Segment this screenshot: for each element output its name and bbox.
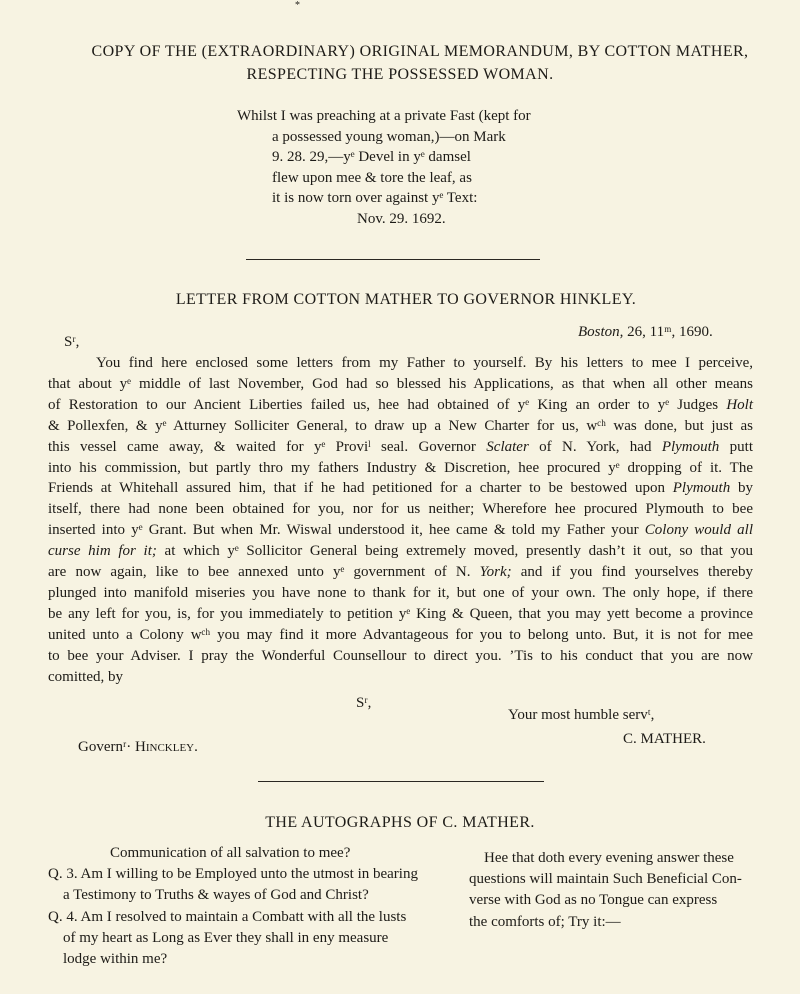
memo-line: Nov. 29. 1692. — [357, 210, 446, 227]
letter-body — [48, 353, 753, 688]
letter-line: You find here enclosed some letters from my Father to yourself. By his letters to mee I perceive, — [96, 355, 753, 371]
autographs-left-column — [48, 843, 458, 970]
autograph-line: a Testimony to Truths & wayes of God and Christ? — [63, 887, 369, 904]
italic-name: Holt — [726, 396, 754, 413]
signature: C. MATHER. — [623, 731, 706, 747]
autograph-line: lodge within me? — [63, 951, 168, 968]
letter-line: Friends at Whitehall assured him, that if he had petitioned for a charter to be bestowed upon Plymouth by — [48, 480, 754, 497]
memo-line: a possessed young woman,)—on Mark — [272, 128, 506, 145]
autograph-line: Communication of all salvation to mee? — [110, 845, 351, 861]
letter-line: that about yᵉ middle of last November, God had so blessed his Applications, as that when all other means — [48, 375, 753, 392]
closing-line: Your most humble servᵗ, — [508, 707, 655, 723]
letter-line: inserted into yᵉ Grant. But when Mr. Wiswal understood it, hee came & told my Father your Colony would all — [48, 522, 753, 539]
letter-line: & Pollexfen, & yᵉ Atturney Solliciter General, to draw up a New Charter for us, wᶜʰ was done, but just as — [48, 417, 753, 434]
memorandum-title-line-2: RESPECTING THE POSSESSED WOMAN. — [246, 66, 554, 83]
letter-line: plunged into manifold miseries you have none to thank for it, but one of your own. The only hope, if there — [48, 584, 753, 601]
closing-sir: Sʳ, — [356, 695, 372, 711]
autograph-line: of my heart as Long as Ever they shall in eny measure — [63, 929, 389, 946]
letter-line: comitted, by — [48, 668, 123, 685]
autograph-line: Q. 4. Am I resolved to maintain a Combatt with all the lusts — [48, 908, 407, 925]
letter-line: of Restoration to our Ancient Liberties failed us, hee had obtained of yᵉ King an order to yᵉ Judges Holt — [48, 396, 754, 413]
letter-title: LETTER FROM COTTON MATHER TO GOVERNOR HINKLEY. — [175, 291, 637, 308]
letter-line: this vessel came away, & waited for yᵉ Proviˡ seal. Governor Sclater of N. York, had Plymouth putt — [48, 438, 753, 455]
memo-line: it is now torn over against yᵉ Text: — [272, 190, 478, 206]
letter-date-rest: 26, 11ᵐ, 1690. — [623, 324, 713, 340]
autograph-line: questions will maintain Such Beneficial Con- — [469, 871, 742, 888]
section-divider — [246, 259, 540, 260]
letter-salutation: Sʳ, — [64, 334, 80, 350]
italic-name: Plymouth — [661, 438, 720, 455]
italic-phrase: curse him for it; — [48, 543, 157, 560]
autographs-right-column — [469, 848, 769, 933]
memorandum-title — [0, 40, 800, 86]
autograph-line: Q. 3. Am I willing to be Employed unto the utmost in bearing — [48, 866, 418, 883]
letter-line: are now again, like to bee annexed unto yᵉ government of N. York; and if you find yourselves thereby — [48, 564, 754, 581]
letter-date — [578, 322, 713, 343]
letter-line: to bee your Adviser. I pray the Wonderful Counsellour to direct you. ’Tis to his conduct that you are now — [48, 647, 753, 664]
memo-line: 9. 28. 29,—yᵉ Devel in yᵉ damsel — [272, 149, 471, 165]
memo-line: flew upon mee & tore the leaf, as — [272, 169, 472, 186]
section-divider — [258, 781, 544, 782]
page-mark: * — [295, 0, 300, 11]
addressee: Governʳ· Hinckley. — [78, 739, 198, 755]
letter-line: itself, there had none been obtained for you, nor for us neither; Wherefore hee procured Plymouth to bee — [48, 501, 753, 518]
letter-line: into his commission, but partly thro my fathers Industry & Discretion, hee procured yᵉ dropping of it. The — [48, 459, 753, 476]
letter-date-place: Boston, — [578, 324, 624, 340]
letter-line: curse him for it; at which yᵉ Sollicitor General being extremely moved, presently dash’t it out, so that you — [48, 543, 754, 560]
italic-phrase: Colony would all — [644, 522, 753, 539]
letter-line: be any left for you, is, for you immediately to petition yᵉ King & Queen, that you may yett become a province — [48, 605, 753, 622]
letter-line: united unto a Colony wᶜʰ you may find it more Advantageous for you to belong unto. But, it is not for mee — [48, 626, 753, 643]
memo-line: Whilst I was preaching at a private Fast (kept for — [237, 108, 531, 124]
italic-name: York; — [479, 564, 512, 581]
autographs-title: THE AUTOGRAPHS OF C. MATHER. — [265, 814, 535, 831]
italic-name: Sclater — [486, 438, 529, 455]
autograph-line: the comforts of; Try it:— — [469, 913, 621, 930]
memorandum-title-line-1: COPY OF THE (EXTRAORDINARY) ORIGINAL MEMORANDUM, BY COTTON MATHER, — [91, 43, 749, 60]
autograph-line: Hee that doth every evening answer these — [484, 850, 734, 866]
memorandum-text — [237, 106, 597, 229]
italic-name: Plymouth — [672, 480, 731, 497]
autograph-line: verse with God as no Tongue can express — [469, 892, 718, 909]
